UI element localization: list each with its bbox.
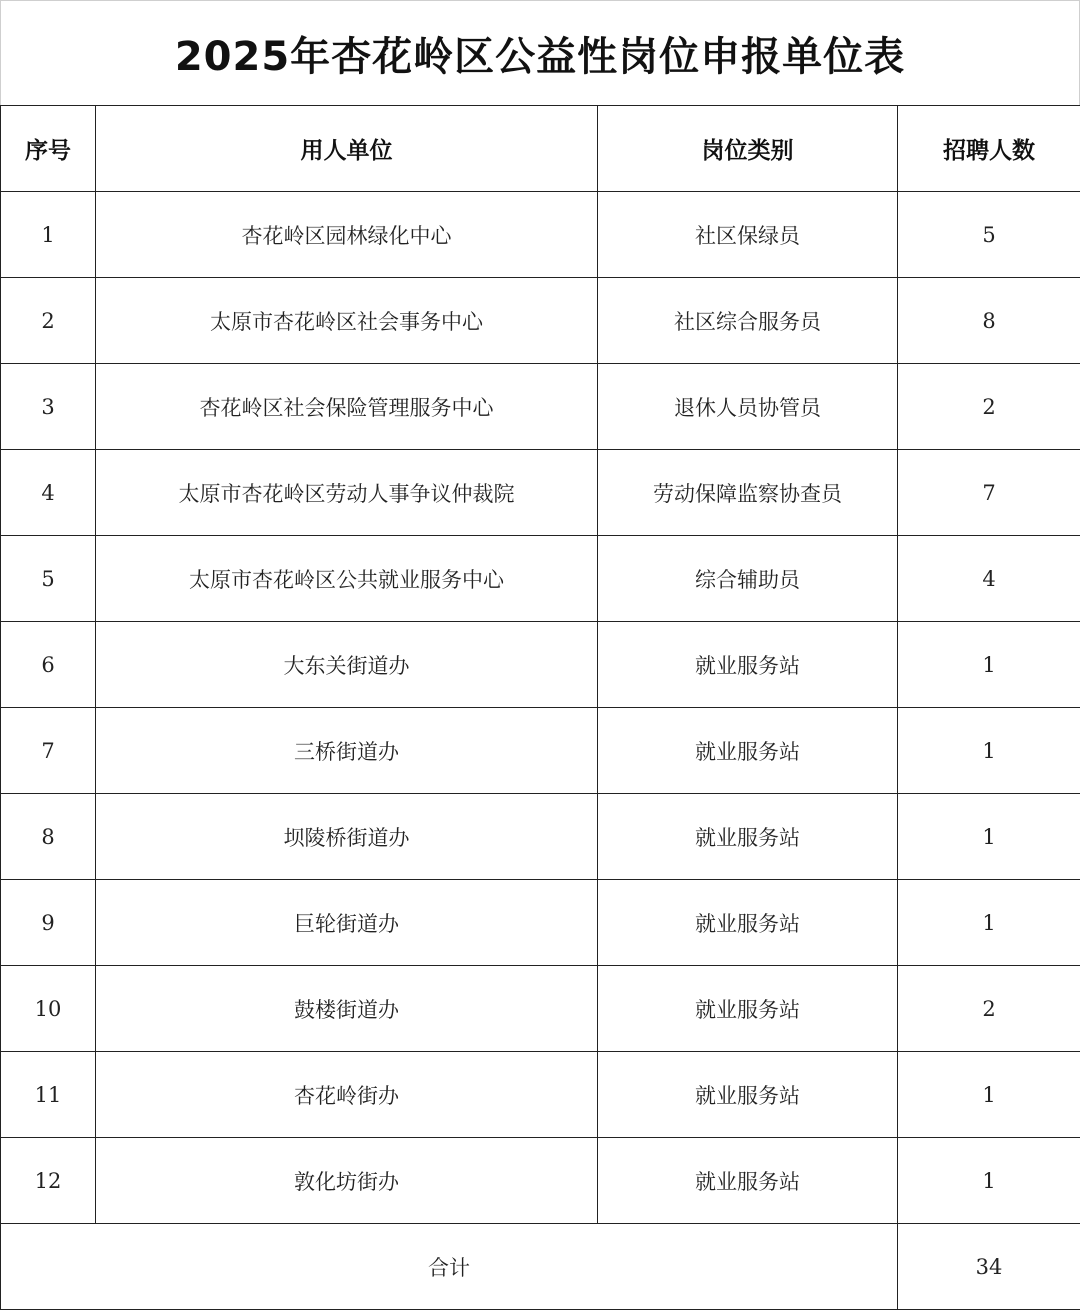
cell-category: 就业服务站 xyxy=(598,1138,898,1224)
cell-seq: 8 xyxy=(1,794,96,880)
total-row xyxy=(1,1224,1080,1310)
table-row xyxy=(1,794,1080,880)
title-bar xyxy=(0,0,1080,105)
cell-seq: 6 xyxy=(1,622,96,708)
cell-category: 就业服务站 xyxy=(598,1052,898,1138)
cell-category: 就业服务站 xyxy=(598,966,898,1052)
cell-seq: 1 xyxy=(1,192,96,278)
cell-unit: 太原市杏花岭区劳动人事争议仲裁院 xyxy=(96,450,598,536)
cell-unit: 杏花岭区园林绿化中心 xyxy=(96,192,598,278)
cell-count: 2 xyxy=(898,364,1080,450)
cell-unit: 坝陵桥街道办 xyxy=(96,794,598,880)
cell-count: 1 xyxy=(898,1138,1080,1224)
table-row xyxy=(1,708,1080,794)
cell-seq: 7 xyxy=(1,708,96,794)
table-row xyxy=(1,450,1080,536)
cell-unit: 太原市杏花岭区公共就业服务中心 xyxy=(96,536,598,622)
cell-category: 就业服务站 xyxy=(598,622,898,708)
cell-count: 1 xyxy=(898,622,1080,708)
table-row xyxy=(1,880,1080,966)
table-row xyxy=(1,536,1080,622)
cell-category: 社区保绿员 xyxy=(598,192,898,278)
header-seq: 序号 xyxy=(1,106,96,192)
cell-count: 7 xyxy=(898,450,1080,536)
cell-category: 劳动保障监察协查员 xyxy=(598,450,898,536)
header-count: 招聘人数 xyxy=(898,106,1080,192)
cell-unit: 鼓楼街道办 xyxy=(96,966,598,1052)
cell-seq: 5 xyxy=(1,536,96,622)
cell-category: 综合辅助员 xyxy=(598,536,898,622)
cell-unit: 太原市杏花岭区社会事务中心 xyxy=(96,278,598,364)
cell-seq: 11 xyxy=(1,1052,96,1138)
cell-count: 2 xyxy=(898,966,1080,1052)
table-row xyxy=(1,966,1080,1052)
cell-seq: 9 xyxy=(1,880,96,966)
cell-unit: 三桥街道办 xyxy=(96,708,598,794)
cell-unit: 大东关街道办 xyxy=(96,622,598,708)
page-title: 2025年杏花岭区公益性岗位申报单位表 xyxy=(174,33,906,80)
cell-category: 退休人员协管员 xyxy=(598,364,898,450)
table-row xyxy=(1,278,1080,364)
table-row xyxy=(1,192,1080,278)
cell-count: 1 xyxy=(898,1052,1080,1138)
cell-unit: 巨轮街道办 xyxy=(96,880,598,966)
cell-seq: 10 xyxy=(1,966,96,1052)
header-category: 岗位类别 xyxy=(598,106,898,192)
header-row xyxy=(1,106,1080,192)
cell-count: 1 xyxy=(898,708,1080,794)
cell-unit: 杏花岭街办 xyxy=(96,1052,598,1138)
cell-count: 4 xyxy=(898,536,1080,622)
cell-seq: 3 xyxy=(1,364,96,450)
cell-category: 社区综合服务员 xyxy=(598,278,898,364)
cell-seq: 2 xyxy=(1,278,96,364)
cell-unit: 敦化坊街办 xyxy=(96,1138,598,1224)
cell-count: 8 xyxy=(898,278,1080,364)
cell-count: 1 xyxy=(898,794,1080,880)
table-row xyxy=(1,364,1080,450)
cell-unit: 杏花岭区社会保险管理服务中心 xyxy=(96,364,598,450)
header-unit: 用人单位 xyxy=(96,106,598,192)
positions-table xyxy=(0,105,1080,1310)
cell-category: 就业服务站 xyxy=(598,880,898,966)
total-value: 34 xyxy=(898,1224,1080,1310)
table-row xyxy=(1,1138,1080,1224)
cell-count: 5 xyxy=(898,192,1080,278)
cell-count: 1 xyxy=(898,880,1080,966)
table-row xyxy=(1,1052,1080,1138)
cell-seq: 4 xyxy=(1,450,96,536)
cell-seq: 12 xyxy=(1,1138,96,1224)
cell-category: 就业服务站 xyxy=(598,708,898,794)
table-row xyxy=(1,622,1080,708)
total-label: 合计 xyxy=(1,1224,898,1310)
cell-category: 就业服务站 xyxy=(598,794,898,880)
